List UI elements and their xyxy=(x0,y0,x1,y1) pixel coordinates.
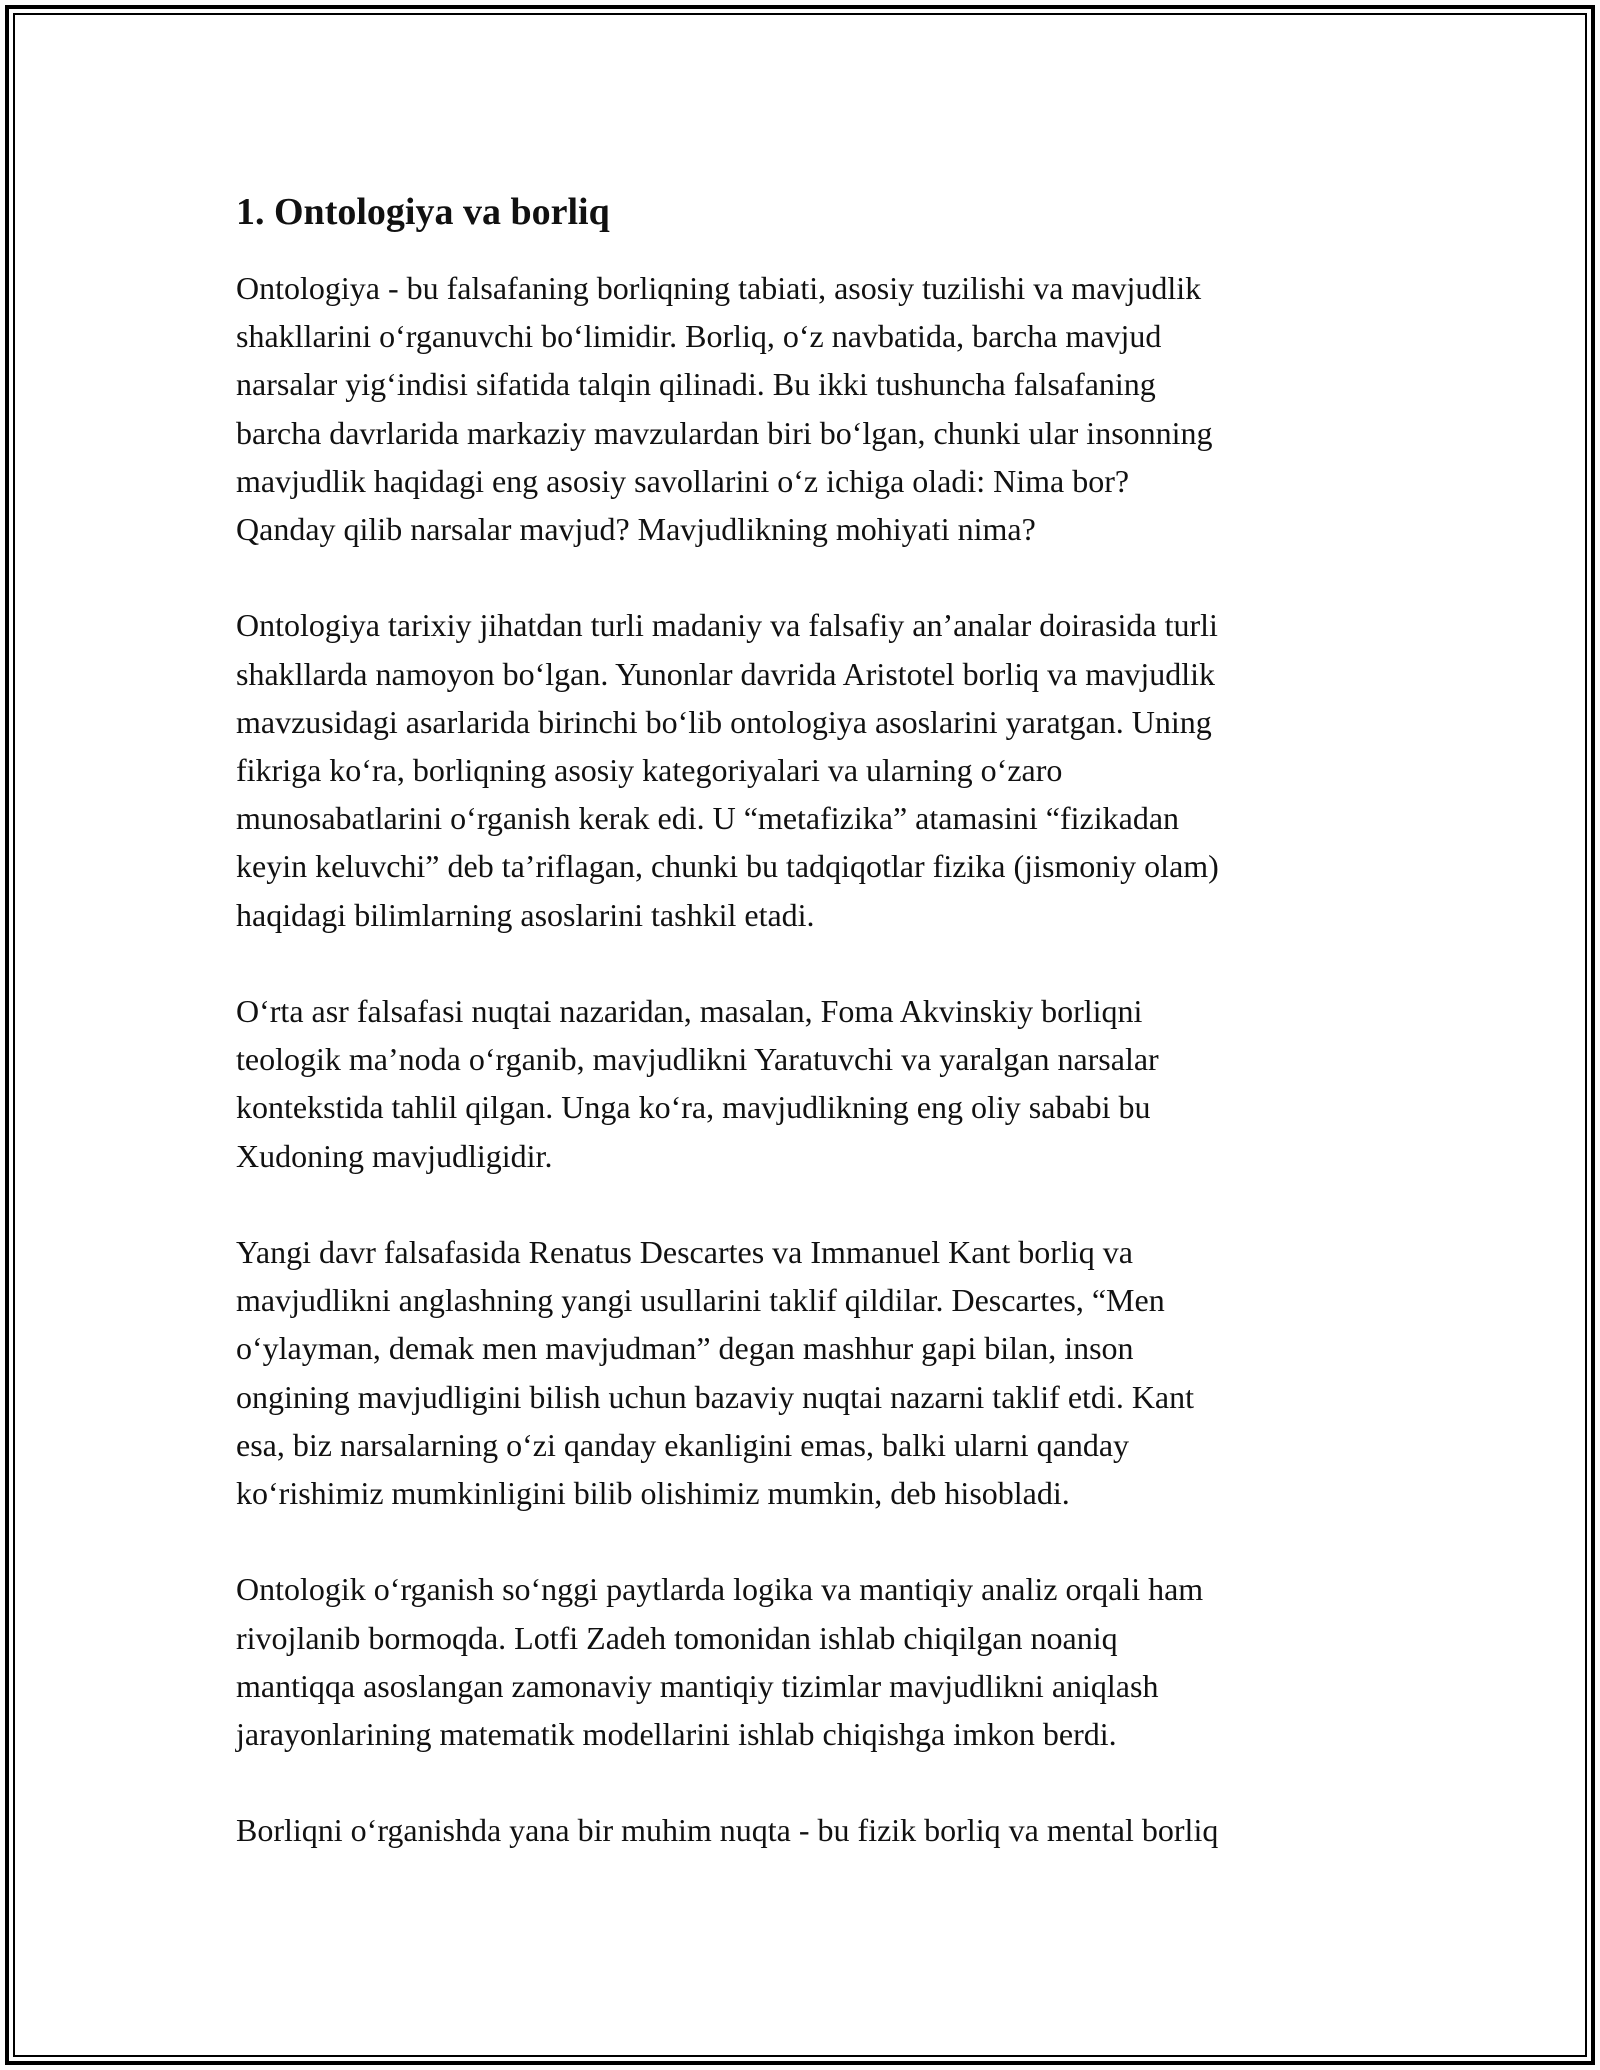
paragraph-zadeh-logic: Ontologik o‘rganish so‘nggi paytlarda logika va mantiqiy analiz orqali ham rivojlanib bormoqda. Lotfi Zadeh tomonidan ishlab chiqilgan noaniq mantiqqa asoslangan zamonaviy mantiqiy tizimlar mavjudlikni aniqlash jarayonlarining matematik modellarini ishlab chiqishga imkon berdi. xyxy=(236,1571,1204,1753)
document-body xyxy=(236,186,1370,1855)
paragraph-aristotle: Ontologiya tarixiy jihatdan turli madaniy va falsafiy an’analar doirasida turli shakllarda namoyon bo‘lgan. Yunonlar davrida Aristotel borliq va mavjudlik mavzusidagi asarlarida birinchi bo‘lib ontologiya asoslarini yaratgan. Uning fikriga ko‘ra, borliqning asosiy kategoriyalari va ularning o‘zaro munosabatlarini o‘rganish kerak edi. U “metafizika” atamasini “fizikadan keyin keluvchi” deb ta’riflagan, chunki bu tadqiqotlar fizika (jismoniy olam) haqidagi bilimlarning asoslarini tashkil etadi. xyxy=(236,607,1219,933)
section-heading: 1. Ontologiya va borliq xyxy=(236,191,610,233)
paragraph-aquinas: O‘rta asr falsafasi nuqtai nazaridan, masalan, Foma Akvinskiy borliqni teologik ma’noda o‘rganib, mavjudlikni Yaratuvchi va yaralgan narsalar kontekstida tahlil qilgan. Unga ko‘ra, mavjudlikning eng oliy sababi bu Xudoning mavjudligidir. xyxy=(236,993,1159,1174)
paragraph-physical-mental-being: Borliqni o‘rganishda yana bir muhim nuqta - bu fizik borliq va mental borliq xyxy=(236,1812,1219,1849)
paragraph-descartes-kant: Yangi davr falsafasida Renatus Descartes va Immanuel Kant borliq va mavjudlikni anglashning yangi usullarini taklif qildilar. Descartes, “Men o‘ylayman, demak men mavjudman” degan mashhur gapi bilan, inson ongining mavjudligini bilish uchun bazaviy nuqtai nazarni taklif etdi. Kant esa, biz narsalarning o‘zi qanday ekanligini emas, balki ularni qanday ko‘rishimiz mumkinligini bilib olishimiz mumkin, deb hisobladi. xyxy=(236,1234,1195,1512)
paragraph-ontology-definition: Ontologiya - bu falsafaning borliqning tabiati, asosiy tuzilishi va mavjudlik shakllarini o‘rganuvchi bo‘limidir. Borliq, o‘z navbatida, barcha mavjud narsalar yig‘indisi sifatida talqin qilinadi. Bu ikki tushuncha falsafaning barcha davrlarida markaziy mavzulardan biri bo‘lgan, chunki ular insonning mavjudlik haqidagi eng asosiy savollarini o‘z ichiga oladi: Nima bor? Qanday qilib narsalar mavjud? Mavjudlikning mohiyati nima? xyxy=(236,270,1213,548)
